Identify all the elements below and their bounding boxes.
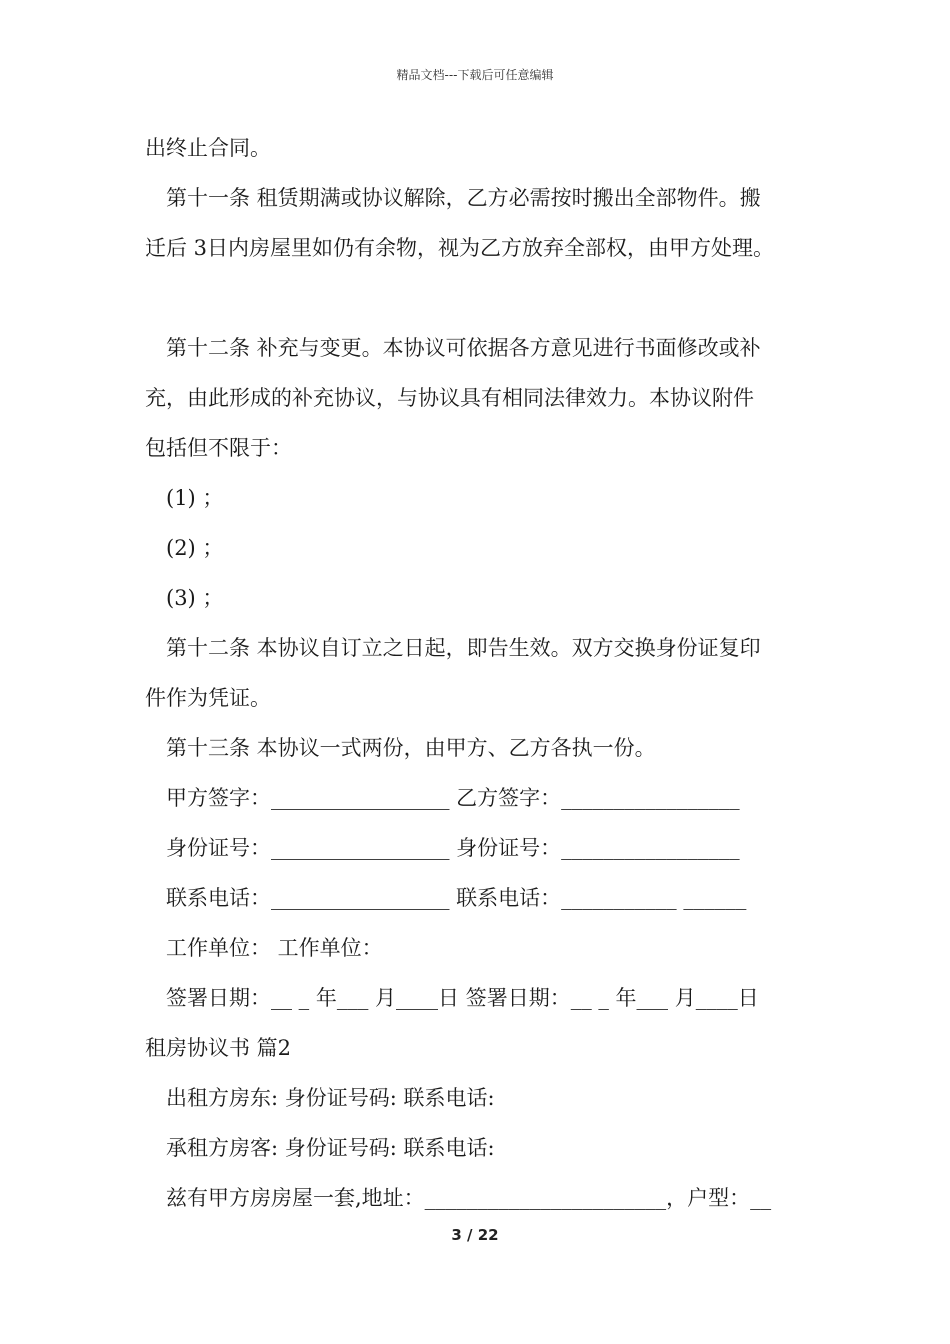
sign-date-line: 签署日期：__ _ 年___ 月____日 签署日期：__ _ 年___ 月____日 — [166, 986, 759, 1010]
text-line: 出终止合同。 — [145, 136, 271, 160]
address-line: 兹有甲方房房屋一套,地址：_______________________，户型：__ — [166, 1186, 772, 1210]
article-12-line-1: 第十二条 补充与变更。本协议可依据各方意见进行书面修改或补 — [166, 336, 761, 360]
paragraph-gap — [145, 278, 825, 328]
work-unit-line: 工作单位： 工作单位： — [166, 936, 383, 960]
phone-line: 联系电话：_________________ 联系电话：___________ ______ — [166, 886, 747, 910]
article-12-line-3: 包括但不限于： — [145, 436, 292, 460]
attachment-item-3: (3) ； — [166, 586, 224, 610]
attachment-item-1: (1) ； — [166, 486, 224, 510]
article-13-line: 第十三条 本协议一式两份，由甲方、乙方各执一份。 — [166, 736, 656, 760]
page-header: 精品文档---下载后可任意编辑 — [396, 68, 554, 82]
article-12b-line-1: 第十二条 本协议自订立之日起，即告生效。双方交换身份证复印 — [166, 636, 761, 660]
article-12-line-2: 充，由此形成的补充协议，与协议具有相同法律效力。本协议附件 — [145, 386, 754, 410]
document-body — [145, 128, 825, 1228]
signature-line: 甲方签字：_________________ 乙方签字：_________________ — [166, 786, 740, 810]
attachment-item-2: (2) ； — [166, 536, 224, 560]
id-number-line: 身份证号：_________________ 身份证号：_________________ — [166, 836, 740, 860]
article-11-line-2: 迁后 3日内房屋里如仍有余物，视为乙方放弃全部权，由甲方处理。 — [145, 236, 775, 260]
page-number: 3 / 22 — [451, 1226, 499, 1244]
article-12b-line-2: 件作为凭证。 — [145, 686, 271, 710]
landlord-line: 出租方房东: 身份证号码: 联系电话: — [166, 1086, 495, 1110]
section-title: 租房协议书 篇2 — [145, 1036, 292, 1060]
article-11-line-1: 第十一条 租赁期满或协议解除，乙方必需按时搬出全部物件。搬 — [166, 186, 761, 210]
tenant-line: 承租方房客: 身份证号码: 联系电话: — [166, 1136, 495, 1160]
